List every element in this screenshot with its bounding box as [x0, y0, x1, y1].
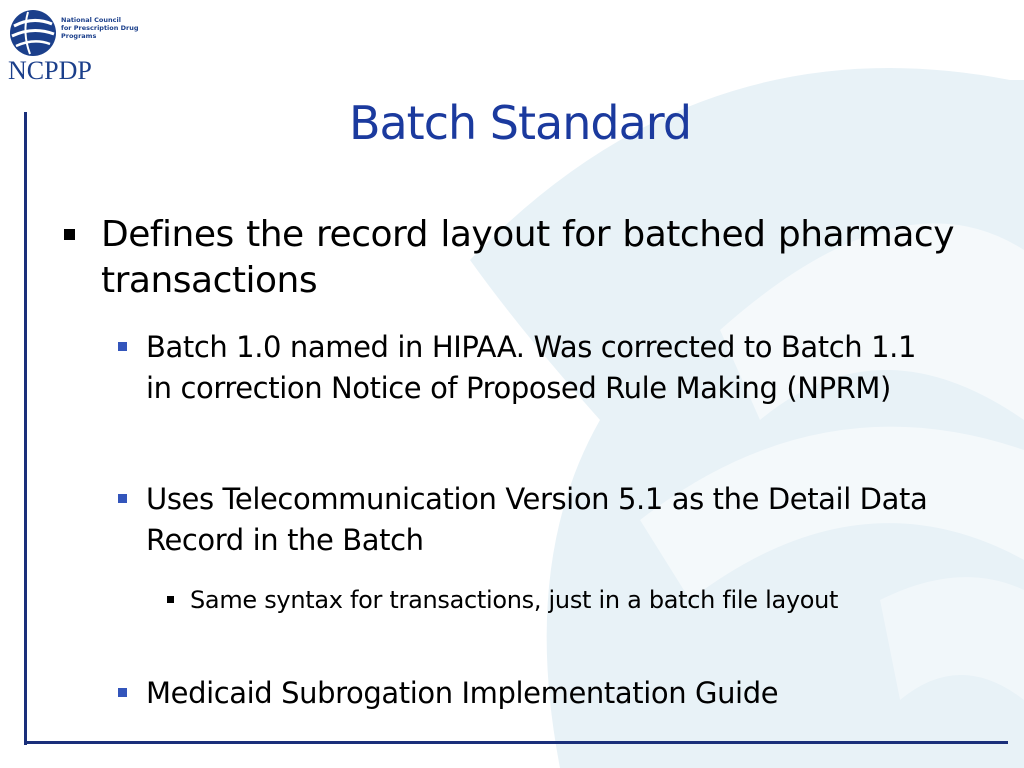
bullet-level2 [118, 479, 948, 561]
bullet-level2 [118, 673, 948, 714]
logo-org-line2: for Prescription Drug [61, 24, 139, 32]
slide-title: Batch Standard [348, 96, 692, 150]
bullet-text: Medicaid Subrogation Implementation Guide [146, 676, 779, 710]
bullet-text: Defines the record layout for batched pharmacy transactions [101, 214, 954, 301]
square-bullet-icon [167, 596, 174, 603]
square-bullet-icon [118, 688, 127, 697]
square-bullet-icon [64, 229, 75, 240]
bullet-level2 [118, 327, 948, 409]
square-bullet-icon [118, 494, 127, 503]
bullet-text: Uses Telecommunication Version 5.1 as the Detail Data Record in the Batch [146, 482, 928, 557]
logo-org-line1: National Council [61, 16, 121, 24]
bullet-level3 [167, 582, 947, 618]
square-bullet-icon [118, 342, 127, 351]
bullet-text: Same syntax for transactions, just in a batch file layout [190, 586, 839, 614]
bullet-level1 [64, 212, 954, 304]
bullet-text: Batch 1.0 named in HIPAA. Was corrected to Batch 1.1 in correction Notice of Proposed Rule Making (NPRM) [146, 330, 917, 405]
logo-org-line3: Programs [61, 32, 97, 40]
logo-wordmark: NCPDP [8, 56, 92, 85]
